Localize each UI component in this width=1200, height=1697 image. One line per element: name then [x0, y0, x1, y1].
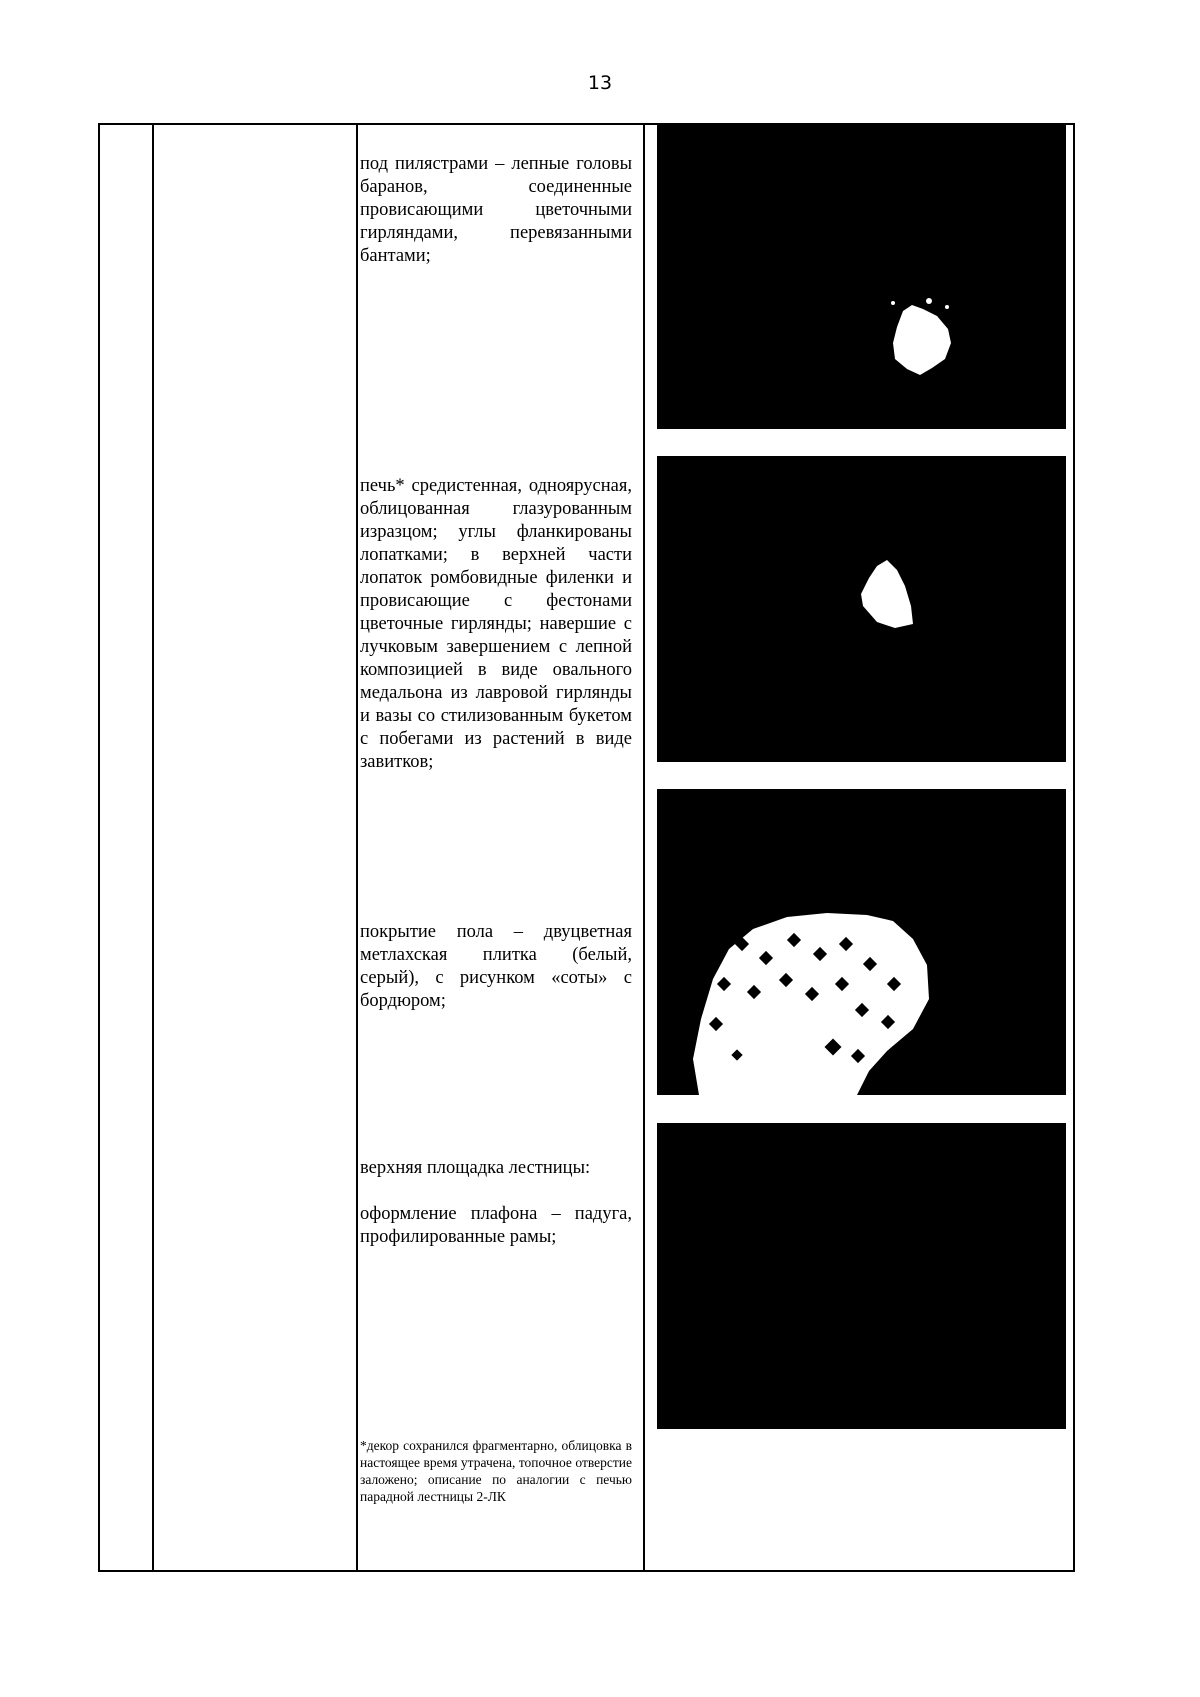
floor-photo-image	[657, 789, 1066, 1095]
stove-photo-image	[657, 456, 1066, 762]
description-stove: печь* средистенная, одноярусная, облицованная глазурованным изразцом; углы фланкированы лопатками; в верхней части лопаток ромбовидные филенки и провисающие с фестонами цветочные гирлянды; навершие с лучковым завершением с лепной композицией в виде овального медальона из лавровой гирлянды и вазы со стилизованным букетом с побегами из растений в виде завитков;	[360, 476, 632, 772]
photo-rams	[657, 123, 1066, 429]
rams-photo-image	[657, 123, 1066, 429]
photo-floor	[657, 789, 1066, 1095]
footnote: *декор сохранился фрагментарно, облицовка в настоящее время утрачена, топочное отверстие заложено; описание по аналогии с печью парадной лестницы 2-ЛК	[360, 1438, 632, 1504]
photo-ceiling	[657, 1123, 1066, 1429]
column-divider-2	[356, 125, 358, 1570]
photo-stove	[657, 456, 1066, 762]
description-landing: верхняя площадка лестницы:	[360, 1158, 591, 1178]
column-divider-3	[643, 125, 645, 1570]
description-rams: под пилястрами – лепные головы баранов, соединенные провисающими цветочными гирляндами, перевязанными бантами;	[360, 154, 632, 266]
page-number: 13	[587, 72, 613, 94]
description-table	[98, 123, 1075, 1572]
description-floor: покрытие пола – двуцветная метлахская плитка (белый, серый), с рисунком «соты» с бордюром;	[360, 922, 632, 1011]
column-divider-1	[152, 125, 154, 1570]
ceiling-photo-image	[657, 1123, 1066, 1429]
description-ceiling: оформление плафона – падуга, профилированные рамы;	[360, 1204, 632, 1247]
